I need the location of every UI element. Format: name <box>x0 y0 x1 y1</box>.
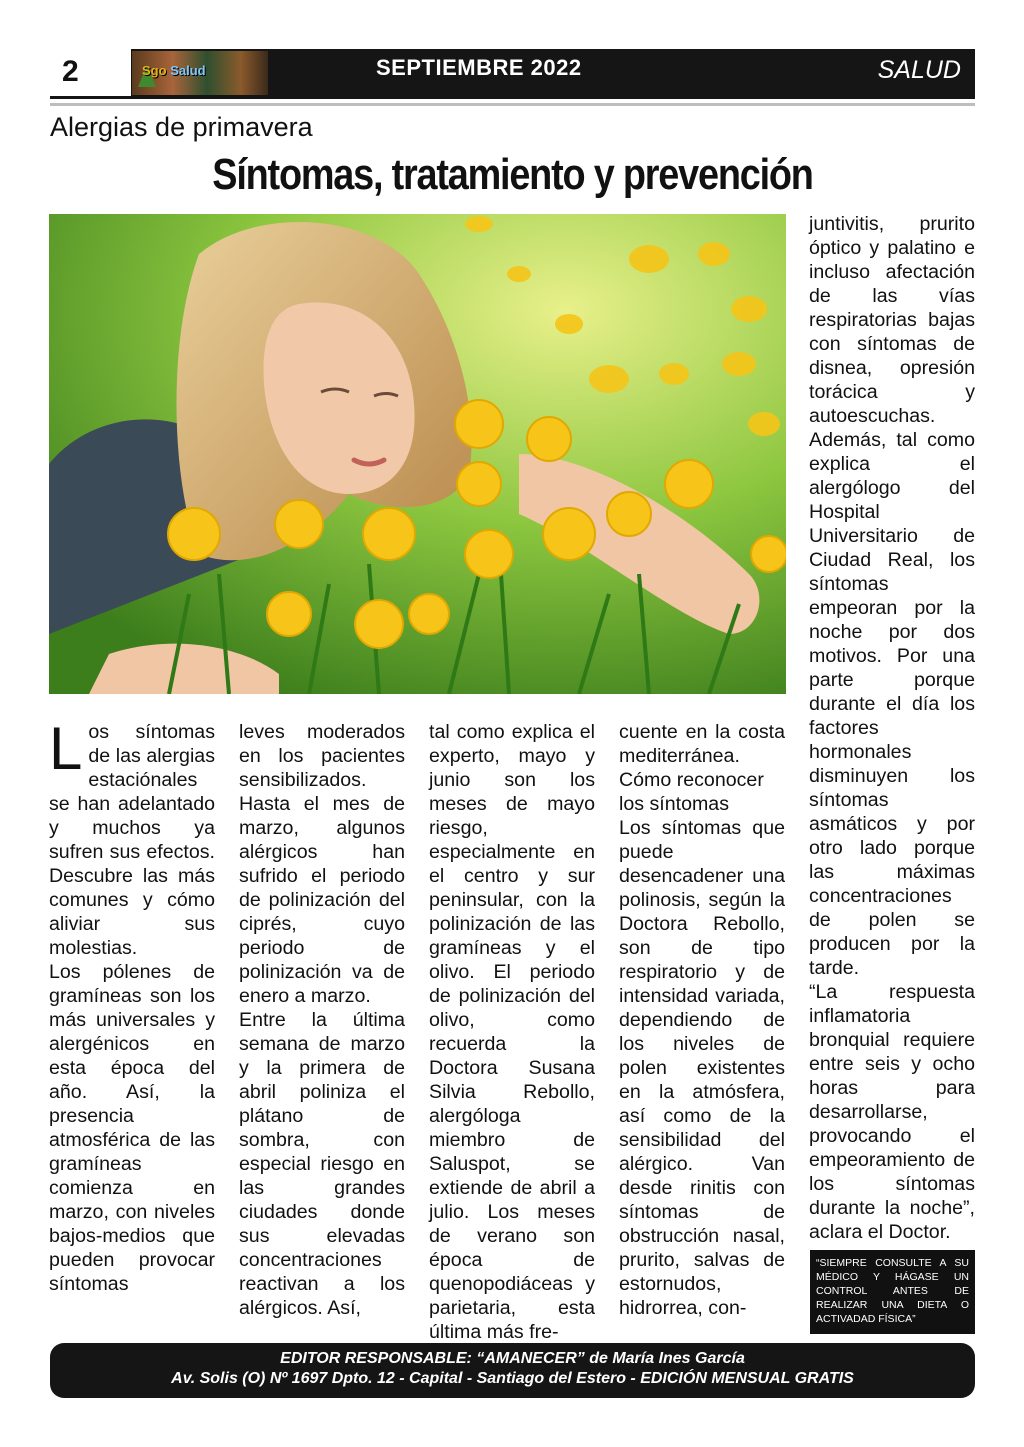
logo-text <box>142 63 206 78</box>
lead-text: os síntomas de las alergias estaciónales se han adelantado y muchos ya sufren sus efectos. Descubre las más comunes y cómo aliviar sus molestias. <box>49 721 215 959</box>
article-column-1 <box>49 715 215 1296</box>
paragraph: cuente en la costa mediterránea. <box>619 721 785 767</box>
article-column-3 <box>429 720 595 1344</box>
page-header <box>50 49 975 99</box>
header-rule <box>50 103 975 106</box>
logo-text-salud: Salud <box>170 63 206 78</box>
page-footer <box>50 1343 975 1398</box>
paragraph: Los síntomas que puede desencadener una polinosis, según la Doctora Rebollo, son de tipo respiratorio y de intensidad variada, dependiendo de los niveles de polen existentes en la atmósfera, así como de la sensibilidad del alérgico. Van desde rinitis con síntomas de obstrucción nasal, prurito, salvas de estornudos, hidrorrea, con- <box>619 817 785 1319</box>
quote-paragraph: “La respuesta inflamatoria bronquial requiere entre seis y ocho horas para desarrollarse, provocando el empeoramiento de los síntomas durante la noche”, aclara el Doctor. <box>809 981 975 1243</box>
article-lead <box>49 715 215 960</box>
drop-cap: L <box>49 715 83 782</box>
footer-address: Av. Solis (O) Nº 1697 Dpto. 12 - Capital - Santiago del Estero - EDICIÓN MENSUAL GRATIS <box>171 1370 854 1387</box>
paragraph: Entre la última semana de marzo y la primera de abril poliniza el plátano de sombra, con especial riesgo en las grandes ciudades donde sus elevadas concentraciones reactivan a los alérgicos. Así, <box>239 1009 405 1319</box>
logo-text-sgo: Sgo <box>142 63 167 78</box>
paragraph: tal como explica el experto, mayo y junio son los meses de mayo riesgo, especialmente en el centro y sur peninsular, con la polinización de las gramíneas y el olivo. El periodo de polinización del olivo, como recuerda la Doctora Susana Silvia Rebollo, alergóloga miembro de Saluspot, se extiende de abril a julio. Los meses de verano son época de quenopodiáceas y parietaria, esta última más fre- <box>429 721 595 1343</box>
article-column-4 <box>619 720 785 1320</box>
publication-logo <box>132 51 268 95</box>
page-number-box <box>50 49 131 96</box>
article-photo <box>49 214 786 694</box>
photo-illustration <box>49 214 786 694</box>
page-number: 2 <box>62 55 79 88</box>
paragraph: leves moderados en los pacientes sensibilizados. Hasta el mes de marzo, algunos alérgicos han sufrido el periodo de polinización del ciprés, cuyo periodo de polinización va de enero a marzo. <box>239 721 405 1007</box>
section-name: SALUD <box>877 56 961 84</box>
article-column-2 <box>239 720 405 1320</box>
paragraph: juntivitis, prurito óptico y palatino e incluso afectación de las vías respiratorias bajas con síntomas de disnea, opresión torácica y autoescuchas. Además, tal como explica el alergólogo del Hospital Universitario de Ciudad Real, los síntomas empeoran por la noche por dos motivos. Por una parte porque durante el día los factores hormonales disminuyen los síntomas asmáticos y por otro lado porque las máximas concentraciones de polen se producen por la tarde. <box>809 213 975 979</box>
paragraph: Los pólenes de gramíneas son los más universales y alergénicos en esta época del año. Así, la presencia atmosférica de las gramíneas comienza en marzo, con niveles bajos-medios que pueden provocar síntomas <box>49 961 215 1295</box>
footer-editor: EDITOR RESPONSABLE: “AMANECER” de María Ines García <box>280 1350 745 1367</box>
subheading: Cómo reconocer los síntomas <box>619 769 764 815</box>
article-headline: Síntomas, tratamiento y prevención <box>212 150 813 199</box>
article-kicker: Alergias de primavera <box>50 112 313 142</box>
issue-date: SEPTIEMBRE 2022 <box>376 55 582 80</box>
health-advice-box: “SIEMPRE CONSULTE A SU MÉDICO Y HÁGASE UN CONTROL ANTES DE REALIZAR UNA DIETA O ACTIVADAD FÍSICA” <box>810 1250 975 1334</box>
article-column-5 <box>809 212 975 1244</box>
